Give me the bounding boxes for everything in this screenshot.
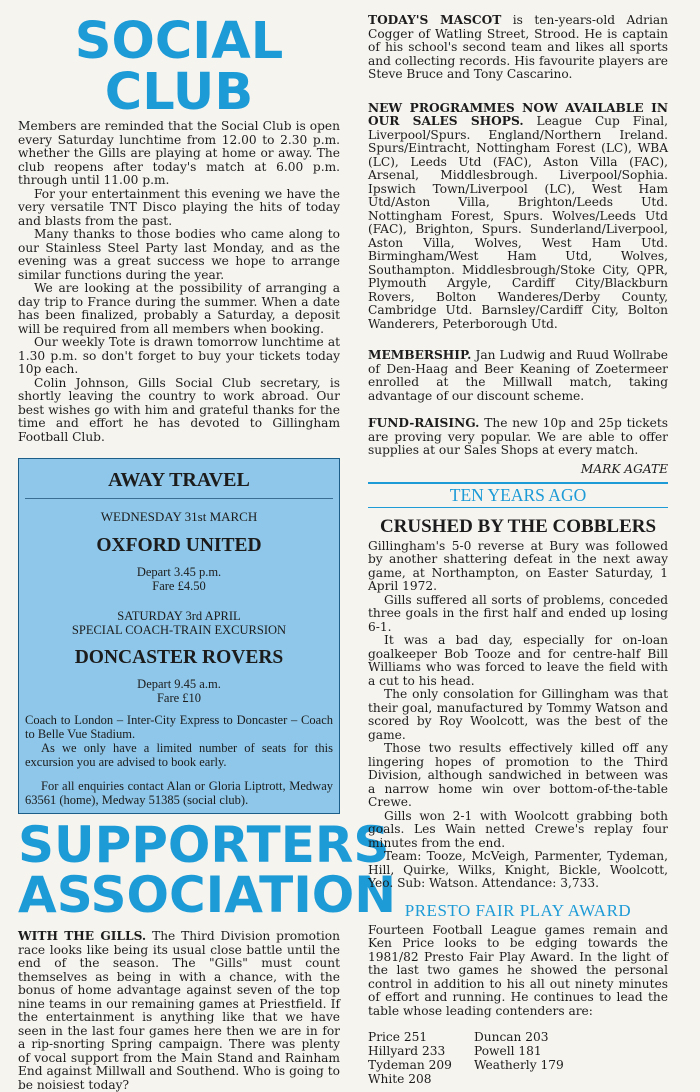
social-club-paragraph: We are looking at the possibility of arranging a day trip to France during the summer. When a date has been finalized, probably a Saturday, a deposit will be required from all members when booking. (18, 281, 340, 336)
ten-years-headline: CRUSHED BY THE COBBLERS (379, 515, 657, 537)
mascot-section (368, 14, 668, 82)
programmes-section (368, 102, 668, 332)
standing-entry: Weatherly 179 (474, 1058, 564, 1072)
trip2-date: SATURDAY 3rd APRIL (117, 609, 241, 623)
fair-play-standings (368, 1030, 668, 1086)
standing-entry (474, 1072, 604, 1086)
supporters-body: The Third Division promotion race looks like being its usual close battle until the end of the season. The "Gills" must count themselves as being in with a chance, with the bonus of home advantage against seven of the top nine teams in our remaining games at Priestfield. If the entertainment is anything like that we have seen in the last four games here then we are in for a rip-snorting Spring campaign. There was plenty of vocal support from the Main Stand and Rainham End against Millwall and Southend. Who is going to be noisiest today? (18, 929, 340, 1092)
supporters-title-line1: SUPPORTERS (18, 816, 390, 874)
standing-entry: White 208 (368, 1072, 432, 1086)
presto-title: PRESTO FAIR PLAY AWARD (404, 900, 632, 920)
ten-years-paragraph: Team: Tooze, McVeigh, Parmenter, Tydeman, Hill, Quirke, Wilks, Knight, Bickle, Woolcott, Yeo. Sub: Watson. Attendance: 3,733. (368, 849, 668, 890)
away-travel-details (25, 713, 333, 807)
seats-text: As we only have a limited number of seats for this excursion you are advised to book early. (25, 741, 333, 769)
ten-years-paragraph: Gills suffered all sorts of problems, conceded three goals in the first half and ended up losing 6-1. (368, 592, 668, 634)
mascot-body: is ten-years-old Adrian Cogger of Watling Street, Strood. He is captain of his school's second team and likes all sports and collecting records. His favourite players are Steve Bruce and Tony Cascarino. (368, 13, 668, 81)
standing-entry: Powell 181 (474, 1044, 542, 1058)
membership-body: Jan Ludwig and Ruud Wollrabe of Den-Haag and Beer Keaning of Zoetermeer enrolled at the Millwall match, taking advantage of our discount scheme. (368, 348, 669, 403)
trip2-depart: Depart 9.45 a.m. (137, 677, 221, 691)
trip1-depart: Depart 3.45 p.m. (136, 565, 222, 579)
fundraising-lead: FUND-RAISING. (368, 416, 480, 430)
trip2-club: DONCASTER ROVERS (74, 647, 284, 668)
social-club-title: SOCIAL CLUB (74, 12, 284, 122)
supporters-article (18, 930, 340, 1092)
social-club-paragraph: For your entertainment this evening we have the very versatile TNT Disco playing the hits of today and blasts from the past. (18, 186, 340, 228)
signoff: MARK AGATE (580, 461, 668, 476)
mascot-lead: TODAY'S MASCOT (368, 13, 502, 27)
route-text: Coach to London – Inter-City Express to Doncaster – Coach to Belle Vue Stadium. (25, 713, 333, 741)
ten-years-paragraph: It was a bad day, especially for on-loan goalkeeper Bob Tooze and for centre-half Bill Williams who was forced to leave the field with a cut to his head. (368, 633, 668, 688)
trip1-fare: Fare £4.50 (152, 579, 206, 593)
social-club-article (18, 120, 340, 444)
ten-years-paragraph: The only consolation for Gillingham was that their goal, manufactured by Tommy Watson and scored by Roy Woolcott, was the best of the game. (368, 687, 668, 742)
presto-body: Fourteen Football League games remain and Ken Price looks to be edging towards the 1981/82 Presto Fair Play Award. In the light of the last two games he showed the personal control in addition to his all out ninety minutes of effort and running. He continues to lead the table whose leading contenders are: (368, 922, 668, 1018)
ten-years-banner: TEN YEARS AGO (368, 482, 668, 508)
away-travel-title: AWAY TRAVEL (25, 469, 333, 499)
presto-article (368, 924, 668, 1019)
membership-lead: MEMBERSHIP. (368, 348, 472, 362)
standing-entry: Price 251 (368, 1030, 428, 1044)
standing-entry: Duncan 203 (474, 1030, 549, 1044)
ten-years-paragraph: Gills won 2-1 with Woolcott grabbing both goals. Les Wain netted Crewe's replay four minutes from the end. (368, 808, 668, 850)
membership-section (368, 349, 668, 403)
social-club-paragraph: Members are reminded that the Social Club is open every Saturday lunchtime from 12.00 to 2.30 p.m. whether the Gills are playing at home or away. The club reopens after today's match at 6.00 p.m. through until 11.00 p.m. (18, 119, 340, 187)
trip2-fare: Fare £10 (156, 691, 202, 705)
programmes-body: League Cup Final, Liverpool/Spurs. England/Northern Ireland. Spurs/Eintracht, Nottingham Forest (LC), WBA (LC), Leeds Utd (FAC), Aston Villa (FAC), Arsenal, Middlesbrough. Liverpool/Sophia. Ipswich Town/Liverpool (LC), West Ham Utd/Aston Villa, Brighton/Leeds Utd. Nottingham Forest, Spurs. Wolves/Leeds Utd (FAC), Brighton, Spurs. Sunderland/Liverpool, Aston Villa, Wolves, West Ham Utd. Birmingham/West Ham Utd, Wolves, Southampton. Middlesbrough/Stoke City, QPR, Plymouth Argyle, Cardiff City/Blackburn Rovers, Bolton Wanderes/Derby County, Cambridge Utd. Barnsley/Cardiff City, Bolton Wanderers, Peterborough Utd. (368, 114, 668, 331)
ten-years-article (368, 540, 668, 891)
social-club-paragraph: Our weekly Tote is drawn tomorrow lunchtime at 1.30 p.m. so don't forget to buy your tickets today 10p each. (18, 335, 340, 376)
social-club-paragraph: Many thanks to those bodies who came along to our Stainless Steel Party last Monday, and as the evening was a great success we hope to arrange similar functions during the year. (18, 227, 340, 282)
trip1-club: OXFORD UNITED (96, 535, 262, 556)
social-club-paragraph: Colin Johnson, Gills Social Club secretary, is shortly leaving the country to work abroad. Our best wishes go with him and grateful thanks for the time and effort he has devoted to Gillingham Football Club. (18, 375, 340, 444)
fundraising-body: The new 10p and 25p tickets are proving very popular. We are able to offer supplies at our Sales Shops at every match. (368, 416, 669, 457)
right-column (368, 14, 668, 1086)
away-travel-box (18, 458, 340, 814)
supporters-title (18, 816, 397, 924)
standing-entry: Hillyard 233 (368, 1044, 446, 1058)
supporters-title-line2: ASSOCIATION (18, 866, 397, 924)
trip2-type: SPECIAL COACH-TRAIN EXCURSION (71, 623, 287, 637)
enquiries-text: For all enquiries contact Alan or Gloria Liptrott, Medway 63561 (home), Medway 51385 (social club). (25, 779, 333, 807)
fundraising-section (368, 417, 668, 458)
trip1-date: WEDNESDAY 31st MARCH (100, 509, 258, 524)
programmes-lead: NEW PROGRAMMES NOW AVAILABLE IN OUR SALES SHOPS. (368, 100, 668, 128)
standing-entry: Tydeman 209 (368, 1058, 452, 1072)
ten-years-paragraph: Gillingham's 5-0 reverse at Bury was followed by another shattering defeat in the next away game, at Northampton, on Easter Saturday, 1 April 1972. (368, 538, 668, 593)
left-column (18, 12, 397, 1092)
supporters-lead: WITH THE GILLS. (18, 929, 147, 943)
ten-years-paragraph: Those two results effectively killed off any lingering hopes of promotion to the Third Division, although sandwiched in between was a narrow home win over bottom-of-the-table Crewe. (368, 741, 668, 809)
